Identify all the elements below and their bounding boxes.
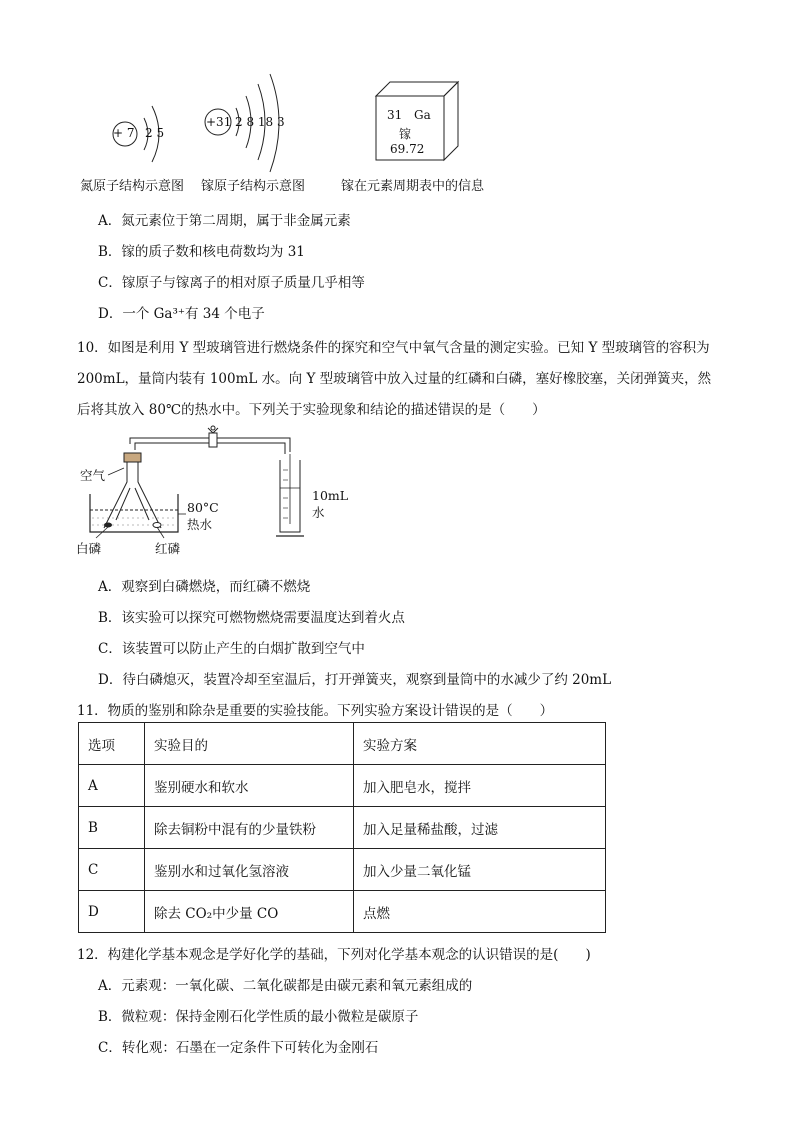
element-atomic-number: 31 (387, 108, 403, 122)
q10-stem-line-2: 200mL，量筒内装有 100mL 水。向 Y 型玻璃管中放入过量的红磷和白磷，塞好橡胶塞，关闭弹簧夹，然 (77, 371, 712, 387)
q10-stem-line-3: 后将其放入 80℃的热水中。下列关于实验现象和结论的描述错误的是（ ） (77, 402, 546, 418)
label-hot-water: 热水 (187, 517, 213, 532)
y-tube-apparatus-diagram (86, 428, 349, 544)
label-air: 空气 (80, 468, 106, 483)
gallium-shell-electrons: 2 8 18 3 (235, 115, 285, 129)
cell-plan: 点燃 (354, 891, 606, 933)
q10-stem-line-1: 10．如图是利用 Y 型玻璃管进行燃烧条件的探究和空气中氧气含量的测定实验。已知 Y 型玻璃管的容积为 (77, 340, 710, 356)
q9-option-d: D．一个 Ga³⁺有 34 个电子 (98, 306, 265, 322)
label-volume: 10mL (312, 488, 349, 503)
q12-option-c: C．转化观：石墨在一定条件下可转化为金刚石 (98, 1040, 379, 1056)
q9-option-a: A．氮元素位于第二周期，属于非金属元素 (98, 213, 351, 229)
cell-option: A (79, 765, 145, 807)
q9-option-b: B．镓的质子数和核电荷数均为 31 (98, 244, 305, 260)
label-white-phosphorus: 白磷 (76, 541, 102, 556)
element-cell-caption: 镓在元素周期表中的信息 (341, 179, 485, 194)
q10-option-b: B．该实验可以探究可燃物燃烧需要温度达到着火点 (98, 610, 405, 626)
table-row (79, 807, 606, 849)
q12-option-a: A．元素观：一氧化碳、二氧化碳都是由碳元素和氧元素组成的 (98, 978, 473, 994)
nitrogen-caption: 氮原子结构示意图 (80, 179, 185, 194)
q9-option-c: C．镓原子与镓离子的相对原子质量几乎相等 (98, 275, 365, 291)
cell-plan: 加入少量二氧化锰 (354, 849, 606, 891)
header-purpose: 实验目的 (145, 723, 354, 765)
table-row (79, 765, 606, 807)
header-option: 选项 (79, 723, 145, 765)
header-plan: 实验方案 (354, 723, 606, 765)
nitrogen-atom-diagram (100, 96, 180, 176)
cell-purpose: 除去铜粉中混有的少量铁粉 (145, 807, 354, 849)
label-water: 水 (312, 505, 325, 520)
table-header-row (79, 723, 606, 765)
gallium-nucleus-label: +31 (206, 115, 232, 129)
q10-option-a: A．观察到白磷燃烧，而红磷不燃烧 (98, 579, 311, 595)
q10-option-c: C．该装置可以防止产生的白烟扩散到空气中 (98, 641, 365, 657)
q10-option-d: D．待白磷熄灭，装置冷却至室温后，打开弹簧夹，观察到量筒中的水减少了约 20mL (98, 672, 612, 688)
cell-option: D (79, 891, 145, 933)
gallium-caption: 镓原子结构示意图 (201, 179, 306, 194)
element-name: 镓 (399, 127, 412, 141)
q11-stem: 11．物质的鉴别和除杂是重要的实验技能。下列实验方案设计错误的是（ ） (77, 703, 554, 719)
cell-plan: 加入肥皂水，搅拌 (354, 765, 606, 807)
nitrogen-nucleus-label: + 7 (113, 126, 135, 140)
table-row (79, 891, 606, 933)
q12-option-b: B．微粒观：保持金刚石化学性质的最小微粒是碳原子 (98, 1009, 419, 1025)
cell-purpose: 鉴别硬水和软水 (145, 765, 354, 807)
cell-plan: 加入足量稀盐酸，过滤 (354, 807, 606, 849)
label-red-phosphorus: 红磷 (155, 541, 181, 556)
cell-purpose: 除去 CO₂中少量 CO (145, 891, 354, 933)
q11-experiment-table (78, 722, 606, 933)
cell-option: C (79, 849, 145, 891)
q12-stem: 12．构建化学基本观念是学好化学的基础，下列对化学基本观念的认识错误的是( ) (77, 947, 591, 963)
label-temperature: 80°C (187, 500, 219, 515)
nitrogen-shell-electrons: 2 5 (145, 126, 165, 140)
element-symbol: Ga (414, 108, 431, 122)
cell-purpose: 鉴别水和过氧化氢溶液 (145, 849, 354, 891)
table-row (79, 849, 606, 891)
element-atomic-mass: 69.72 (390, 142, 425, 156)
cell-option: B (79, 807, 145, 849)
